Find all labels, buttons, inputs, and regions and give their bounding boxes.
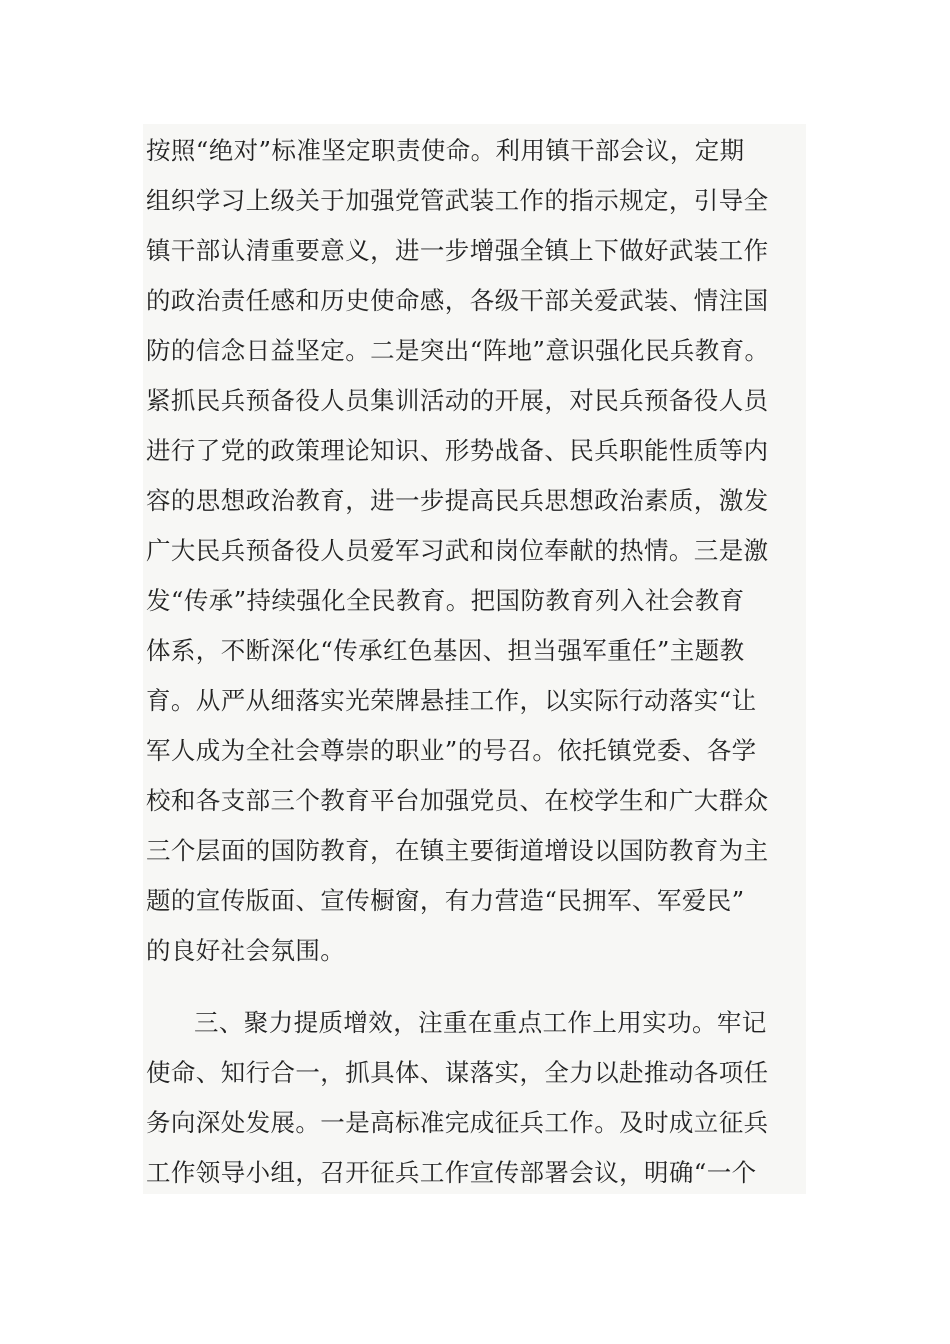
text-line: 组织学习上级关于加强党管武装工作的指示规定，引导全 — [146, 186, 769, 215]
text-line: 务向深处发展。一是高标准完成征兵工作。及时成立征兵 — [146, 1108, 769, 1137]
text-line: 三个层面的国防教育，在镇主要街道增设以国防教育为主 — [146, 836, 769, 865]
text-line: 的良好社会氛围。 — [146, 936, 346, 965]
text-line: 按照“绝对”标准坚定职责使命。利用镇干部会议，定期 — [146, 136, 745, 165]
text-line: 镇干部认清重要意义，进一步增强全镇上下做好武装工作 — [146, 236, 769, 265]
text-line: 校和各支部三个教育平台加强党员、在校学生和广大群众 — [146, 786, 769, 815]
text-line: 三、聚力提质增效，注重在重点工作上用实功。牢记 — [194, 1008, 767, 1037]
text-line: 使命、知行合一，抓具体、谋落实，全力以赴推动各项任 — [146, 1058, 769, 1087]
text-line: 紧抓民兵预备役人员集训活动的开展，对民兵预备役人员 — [146, 386, 769, 415]
text-line: 题的宣传版面、宣传橱窗，有力营造“民拥军、军爱民” — [146, 886, 745, 915]
text-line: 广大民兵预备役人员爱军习武和岗位奉献的热情。三是激 — [146, 536, 769, 565]
text-line: 体系，不断深化“传承红色基因、担当强军重任”主题教 — [146, 636, 745, 665]
text-line: 育。从严从细落实光荣牌悬挂工作，以实际行动落实“让 — [146, 686, 757, 715]
text-line: 进行了党的政策理论知识、形势战备、民兵职能性质等内 — [146, 436, 769, 465]
text-line: 防的信念日益坚定。二是突出“阵地”意识强化民兵教育。 — [146, 336, 770, 365]
text-line: 容的思想政治教育，进一步提高民兵思想政治素质，激发 — [146, 486, 769, 515]
text-line: 工作领导小组，召开征兵工作宣传部署会议，明确“一个 — [146, 1158, 757, 1187]
text-line: 军人成为全社会尊崇的职业”的号召。依托镇党委、各学 — [146, 736, 757, 765]
text-line: 的政治责任感和历史使命感，各级干部关爱武装、情注国 — [146, 286, 769, 315]
text-line: 发“传承”持续强化全民教育。把国防教育列入社会教育 — [146, 586, 745, 615]
